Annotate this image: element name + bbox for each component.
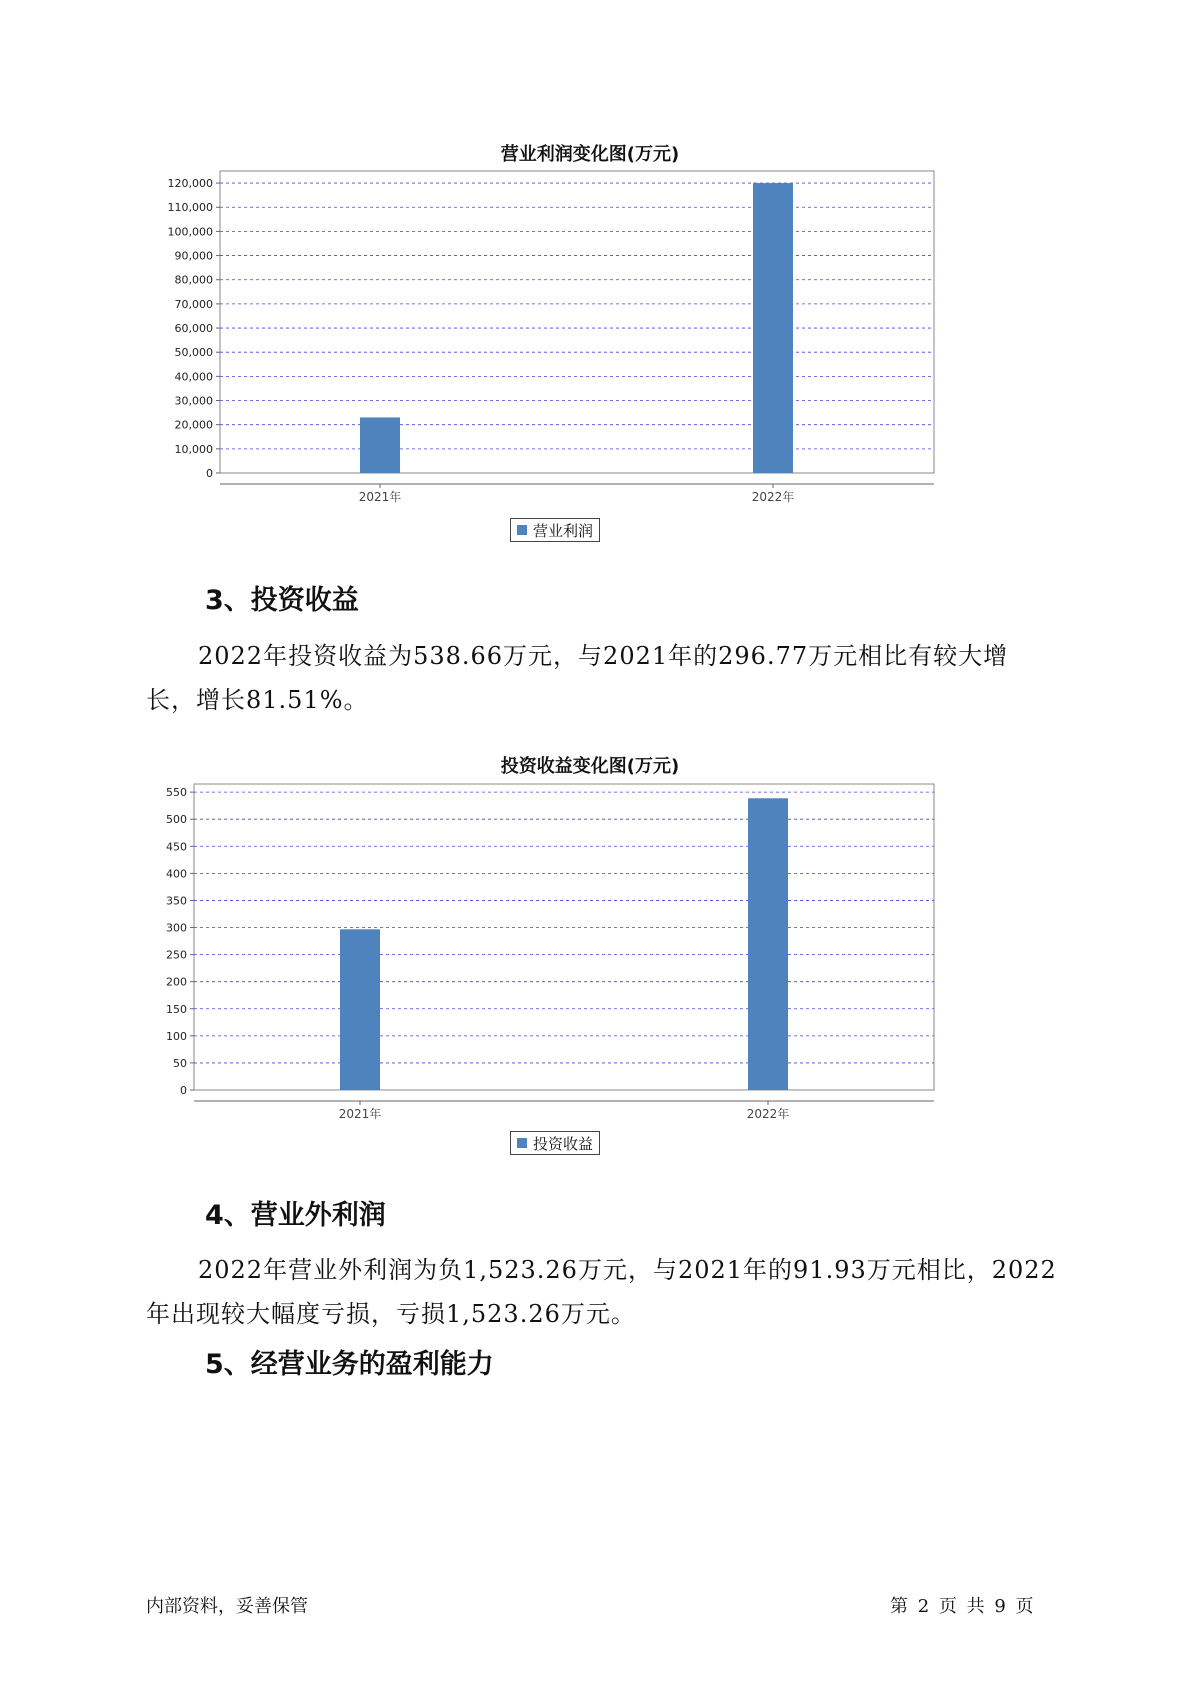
y-tick-label: 70,000	[174, 297, 213, 311]
paragraph-non-operating-profit	[146, 1248, 1086, 1336]
paragraph-line: 2022年投资收益为538.66万元，与2021年的296.77万元相比有较大增	[198, 642, 1009, 670]
y-tick-label: 450	[166, 840, 187, 854]
y-tick-label: 20,000	[174, 418, 213, 432]
section-heading-investment-income: 3、投资收益	[205, 585, 359, 616]
y-tick-label: 60,000	[174, 322, 213, 336]
y-tick-label: 30,000	[174, 394, 213, 408]
investment-income-chart	[150, 752, 1030, 1172]
y-tick-label: 50	[173, 1056, 187, 1070]
y-tick-label: 10,000	[174, 442, 213, 456]
y-tick-label: 80,000	[174, 273, 213, 287]
y-tick-label: 90,000	[174, 249, 213, 263]
y-tick-label: 300	[166, 921, 187, 935]
paragraph-line: 2022年营业外利润为负1,523.26万元，与2021年的91.93万元相比，2022	[198, 1256, 1057, 1284]
paragraph-investment-income	[146, 634, 1086, 722]
chart-plot	[150, 165, 1030, 565]
section-heading-profitability: 5、经营业务的盈利能力	[205, 1349, 494, 1380]
chart-title: 投资收益变化图(万元)	[500, 756, 680, 777]
y-tick-label: 550	[166, 786, 187, 800]
y-tick-label: 120,000	[167, 177, 213, 191]
y-tick-label: 200	[166, 975, 187, 989]
y-tick-label: 0	[180, 1084, 187, 1097]
chart-legend	[510, 518, 600, 542]
footer-page-number: 第 2 页 共 9 页	[890, 1596, 1034, 1617]
y-tick-label: 100,000	[167, 225, 213, 239]
plot-area	[220, 171, 934, 473]
y-tick-label: 110,000	[167, 201, 213, 215]
bar	[753, 183, 793, 473]
y-tick-label: 150	[166, 1002, 187, 1016]
legend-swatch	[517, 1138, 527, 1148]
bar	[340, 929, 380, 1090]
y-tick-label: 250	[166, 948, 187, 962]
paragraph-line: 长，增长81.51%。	[146, 686, 369, 714]
y-tick-label: 100	[166, 1029, 187, 1043]
chart-title: 营业利润变化图(万元)	[500, 144, 680, 165]
y-tick-label: 40,000	[174, 370, 213, 384]
legend-swatch	[517, 525, 527, 535]
x-tick-label: 2022年	[751, 490, 795, 504]
paragraph-line: 年出现较大幅度亏损，亏损1,523.26万元。	[146, 1300, 636, 1328]
y-tick-label: 400	[166, 867, 187, 881]
chart-legend	[510, 1131, 600, 1155]
y-tick-label: 350	[166, 894, 187, 908]
y-tick-label: 500	[166, 813, 187, 827]
x-tick-label: 2021年	[358, 490, 402, 504]
x-tick-label: 2022年	[746, 1107, 790, 1121]
operating-profit-chart	[150, 140, 1030, 560]
plot-area	[194, 784, 934, 1090]
section-heading-non-operating-profit: 4、营业外利润	[205, 1200, 386, 1231]
x-tick-label: 2021年	[338, 1107, 382, 1121]
y-tick-label: 50,000	[174, 346, 213, 360]
bar	[360, 417, 400, 473]
y-tick-label: 0	[206, 467, 213, 480]
legend-label: 投资收益	[533, 1134, 594, 1153]
legend-label: 营业利润	[533, 521, 594, 540]
footer-confidential-note: 内部资料，妥善保管	[146, 1596, 308, 1617]
chart-plot	[150, 777, 1030, 1177]
bar	[748, 798, 788, 1090]
